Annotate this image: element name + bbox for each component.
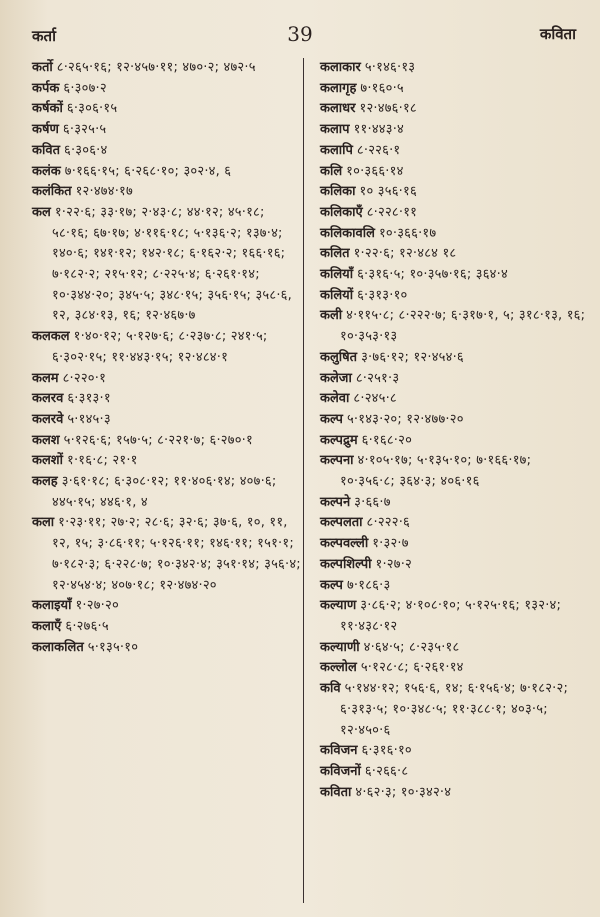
entry-headword: कलरव <box>32 391 64 407</box>
entry-references: ६·३१३·१ <box>67 391 111 407</box>
index-entry <box>32 203 302 327</box>
index-entry <box>320 679 588 741</box>
entry-references: १·२७·२० <box>75 598 119 614</box>
entry-headword: कर्तो <box>32 60 53 75</box>
index-entry <box>320 162 588 183</box>
entry-references: ८·२४५·८ <box>353 391 397 407</box>
entry-references: ६·३०६·१५ <box>66 101 118 117</box>
entry-headword: कल्पने <box>320 494 351 510</box>
entry-references: ६·३०६·४ <box>64 142 108 158</box>
entry-references: ३·७६·१२; १२·४५४·६ <box>361 349 464 365</box>
entry-headword: कलेजा <box>320 370 352 386</box>
index-entry <box>32 58 302 79</box>
index-entry <box>32 472 302 513</box>
index-entry <box>32 410 302 431</box>
index-entry <box>320 244 588 265</box>
index-entry <box>320 306 588 347</box>
entry-headword: कलापि <box>320 142 353 158</box>
index-entry <box>320 182 588 203</box>
entry-headword: कविता <box>320 784 352 800</box>
index-entry <box>320 762 588 783</box>
entry-references: ६·३१६·१० <box>361 743 412 759</box>
index-entry <box>320 203 588 224</box>
entry-references: ५·१४५·३ <box>67 411 111 427</box>
entry-references: १२·४७४·१७ <box>75 184 133 200</box>
entry-references: ७·१८६·३ <box>346 577 391 593</box>
entry-headword: कविजनों <box>320 763 361 779</box>
index-entry <box>320 741 588 762</box>
entry-headword: कलुषित <box>320 349 358 365</box>
index-entry <box>32 451 302 472</box>
entry-headword: कलाधर <box>320 101 356 117</box>
entry-headword: कलंक <box>32 163 61 179</box>
index-entry <box>32 431 302 452</box>
index-entry <box>320 576 588 597</box>
entry-headword: कल्याणी <box>320 639 360 655</box>
index-entry <box>32 162 302 183</box>
index-entry <box>320 265 588 286</box>
index-entry <box>320 596 588 637</box>
entry-references: ५·१४६·१३ <box>364 60 416 75</box>
entry-headword: कलश <box>32 432 60 448</box>
right-column <box>320 58 588 803</box>
entry-headword: कल्लोल <box>320 660 357 676</box>
header-right-word: कविता <box>539 25 576 43</box>
entry-references: १·४०·१२; ५·१२७·६; ८·२३७·८; २४१·५; ६·३०२·१५; ११·४४३·१५; १२·४८४·१ <box>52 329 268 365</box>
entry-headword: कलागृह <box>320 80 357 96</box>
entry-references: ७·१६६·१५; ६·२६८·१०; ३०२·४, ६ <box>64 163 232 179</box>
entry-headword: कलम <box>32 370 59 386</box>
entry-references: ८·२६५·१६; १२·४५७·११; ४७०·२; ४७२·५ <box>56 60 256 75</box>
entry-references: ८·२२२·६ <box>366 515 411 531</box>
entry-headword: कवि <box>320 681 341 697</box>
index-entry <box>32 79 302 100</box>
entry-references: ५·१४४·१२; १५६·६, १४; ६·१५६·४; ७·१८२·२; ६·३१३·५; १०·३४८·५; ११·३८८·१; ४०३·५; १२·४५०·६ <box>340 681 569 738</box>
entry-headword: कल्पद्रुम <box>320 432 358 448</box>
entry-references: ८·२२८·११ <box>366 204 418 220</box>
entry-headword: कल्प <box>320 577 343 593</box>
entry-headword: कलकल <box>32 329 70 345</box>
index-entry <box>320 79 588 100</box>
entry-headword: कली <box>320 308 343 324</box>
entry-headword: कलाकार <box>320 60 361 75</box>
index-entry <box>320 224 588 245</box>
entry-references: १·२२·६; १२·४८४ १८ <box>353 246 457 262</box>
entry-headword: कलेवा <box>320 391 350 407</box>
index-entry <box>32 369 302 390</box>
entry-references: १०·३६६·१७ <box>378 225 437 241</box>
entry-headword: कलरवे <box>32 411 64 427</box>
entry-headword: कलह <box>32 474 58 490</box>
index-entry <box>320 389 588 410</box>
index-entry <box>32 617 302 638</box>
index-entry <box>320 120 588 141</box>
entry-references: ५·१२८·८; ६·२६१·१४ <box>360 660 464 676</box>
entry-references: १·१६·८; २१·१ <box>67 453 138 469</box>
entry-references: ४·६४·५; ८·२३५·१८ <box>363 639 460 655</box>
index-entry <box>320 451 588 492</box>
entry-references: ७·१६०·५ <box>360 80 404 96</box>
entry-headword: कलिकावलि <box>320 225 375 241</box>
index-entry <box>320 369 588 390</box>
index-entry <box>32 120 302 141</box>
entry-headword: कलाइयाँ <box>32 598 72 614</box>
index-entry <box>320 286 588 307</box>
entry-headword: कलिका <box>320 184 356 200</box>
index-entry <box>32 596 302 617</box>
entry-headword: कलाप <box>320 122 350 138</box>
entry-references: १०·३६६·१४ <box>346 163 404 179</box>
column-divider <box>303 58 304 903</box>
index-entry <box>320 410 588 431</box>
entry-references: ८·२२६·१ <box>356 142 401 158</box>
entry-references: ६·२७६·५ <box>65 618 109 634</box>
index-entry <box>320 141 588 162</box>
entry-references: ६·३२५·५ <box>62 122 107 138</box>
entry-references: ६·१६८·२० <box>361 432 413 448</box>
entry-references: ८·२२०·१ <box>62 370 107 386</box>
index-entry <box>320 638 588 659</box>
entry-references: ६·२६६·८ <box>364 763 409 779</box>
entry-headword: कल्पवल्ली <box>320 536 369 552</box>
entry-headword: कवित <box>32 142 60 158</box>
entry-references: १·२७·२ <box>375 556 412 572</box>
entry-headword: कलाएँ <box>32 618 62 634</box>
entry-references: ६·३१६·५; १०·३५७·१६; ३६४·४ <box>357 267 508 283</box>
index-entry <box>32 99 302 120</box>
entry-headword: कल <box>32 204 51 220</box>
page-header <box>24 22 576 50</box>
entry-references: ५·१२६·६; १५७·५; ८·२२१·७; ६·२७०·१ <box>63 432 253 448</box>
index-entry <box>320 431 588 452</box>
entry-headword: कर्षकों <box>32 101 63 117</box>
entry-headword: कलंकित <box>32 184 72 200</box>
index-entry <box>32 182 302 203</box>
entry-references: १·२३·११; २७·२; २८·६; ३२·६; ३७·६, १०, ११, १२, १५; ३·८६·११; ५·१२६·११; १४६·११; १५१·१; ७·१८२·३; ६·२२८·७; १०·३४२·४; ३५१·१४; ३५६·४; १२·४५४·४; ४०७·१८; १२·४७४·२० <box>52 515 301 593</box>
entry-references: ३·६१·१८; ६·३०८·१२; ११·४०६·१४; ४०७·६; ४४५·१५; ४४६·१, ४ <box>52 474 277 510</box>
entry-references: ५·१३५·१० <box>87 639 139 655</box>
entry-headword: कला <box>32 515 55 531</box>
index-entry <box>320 493 588 514</box>
entry-headword: कर्पक <box>32 80 60 96</box>
entry-references: ६·३०७·२ <box>63 80 107 96</box>
index-entry <box>320 555 588 576</box>
entry-headword: कल्प <box>320 411 343 427</box>
left-column <box>32 58 302 658</box>
entry-headword: कविजन <box>320 743 358 759</box>
index-entry <box>32 141 302 162</box>
entry-references: ३·८६·२; ४·१०८·१०; ५·१२५·१६; १३२·४; ११·४३८·१२ <box>340 598 562 634</box>
entry-headword: कल्पशिल्पी <box>320 556 372 572</box>
entry-references: १·३२·७ <box>372 536 409 552</box>
entry-headword: कलित <box>320 246 350 262</box>
index-entry <box>320 658 588 679</box>
index-entry <box>320 58 588 79</box>
entry-references: ४·६२·३; १०·३४२·४ <box>355 784 452 800</box>
entry-references: ६·३१३·१० <box>357 287 408 303</box>
index-entry <box>320 534 588 555</box>
entry-references: ५·१४३·२०; १२·४७७·२० <box>346 411 464 427</box>
entry-headword: कलियों <box>320 287 354 303</box>
entry-headword: कलिकाएँ <box>320 204 363 220</box>
index-entry <box>32 389 302 410</box>
entry-references: ११·४४३·४ <box>353 122 404 138</box>
entry-headword: कल्याण <box>320 598 357 614</box>
index-entry <box>32 513 302 596</box>
index-entry <box>320 783 588 804</box>
entry-references: १२·४७६·१८ <box>359 101 417 117</box>
entry-headword: कलाकलित <box>32 639 84 655</box>
entry-headword: कलियाँ <box>320 267 354 283</box>
index-entry <box>32 327 302 368</box>
page-number: 39 <box>287 22 313 46</box>
index-entry <box>320 513 588 534</box>
entry-references: ४·११५·८; ८·२२२·७; ६·३१७·१, ५; ३१८·१३, १६; १०·३५३·१३ <box>340 308 586 345</box>
entry-references: ८·२५१·३ <box>355 370 400 386</box>
entry-headword: कल्पलता <box>320 515 363 531</box>
header-left-word: कर्ता <box>32 27 56 45</box>
entry-references: १·२२·६; ३३·१७; २·४३·८; ४४·१२; ४५·१८; ५८·१६; ६७·१७; ४·११६·१८; ५·१३६·२; १३७·४; १४०·६; १४१·१२; १४२·१८; ६·१६२·२; १६६·१६; ७·१८२·२; २१५·१२; ८·२२५·४; ६·२६१·१४; १०·३४४·२०; ३४५·५; ३४८·१५; ३५६·१५; ३५८·६, १२, ३८४·१३, १६; १२·४६७·७ <box>52 204 292 324</box>
index-entry <box>320 99 588 120</box>
entry-references: १० ३५६·१६ <box>359 184 417 200</box>
entry-headword: कलि <box>320 163 343 179</box>
entry-references: ४·१०५·१७; ५·१३५·१०; ७·१६६·१७; १०·३५६·८; ३६४·३; ४०६·१६ <box>340 453 532 490</box>
entry-references: ३·६६·७ <box>354 494 391 510</box>
entry-headword: कर्षण <box>32 122 59 138</box>
index-entry <box>32 638 302 659</box>
entry-headword: कल्पना <box>320 453 354 469</box>
entry-headword: कलशों <box>32 453 64 469</box>
index-entry <box>320 348 588 369</box>
